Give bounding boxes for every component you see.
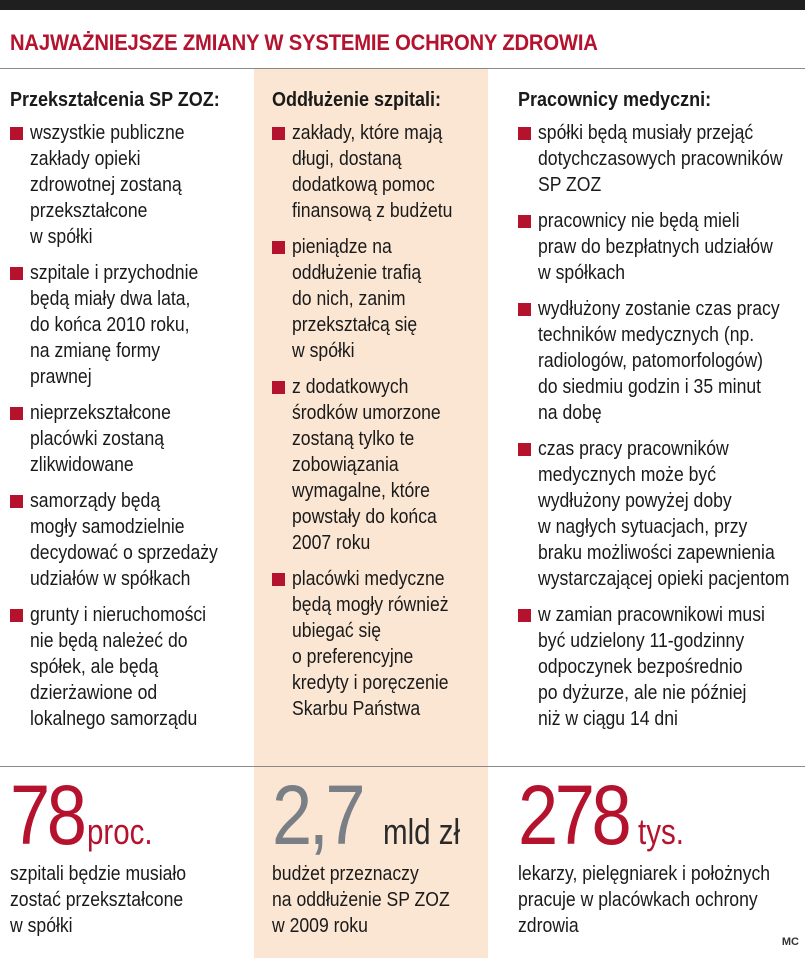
list-item	[518, 120, 805, 198]
bullet-list	[272, 120, 482, 722]
bullet-square-icon	[10, 495, 23, 508]
list-item-text: czas pracy pracowników medycznych może być wydłużony powyżej doby w nagłych sytuacjach, przy braku możliwości zapewnienia wystarczającej opieki pacjentom	[538, 438, 790, 590]
column-sp-zoz-transformation	[10, 88, 242, 742]
list-item	[10, 120, 242, 250]
top-rule	[0, 0, 805, 10]
stat-description: lekarzy, pielęgniarek i położnych pracuje w placówkach ochrony zdrowia	[518, 863, 771, 937]
bullet-square-icon	[518, 127, 531, 140]
list-item-text: pieniądze na oddłużenie trafią do nich, zanim przekształcą się w spółki	[292, 236, 422, 362]
list-item-text: zakłady, które mają długi, dostaną dodatkową pomoc finansową z budżetu	[292, 122, 453, 222]
column-hospital-debt-relief	[272, 88, 482, 732]
stat-description: budżet przeznaczy na oddłużenie SP ZOZ w 2009 roku	[272, 863, 450, 937]
list-item	[272, 234, 482, 364]
list-item	[518, 602, 805, 732]
bullet-square-icon	[272, 241, 285, 254]
stat-figure	[518, 768, 798, 862]
list-item-text: spółki będą musiały przejąć dotychczasowych pracowników SP ZOZ	[538, 122, 783, 196]
bullet-square-icon	[10, 609, 23, 622]
headline: NAJWAŻNIEJSZE ZMIANY W SYSTEMIE OCHRONY ZDROWIA	[10, 30, 598, 55]
column-heading: Przekształcenia SP ZOZ:	[10, 89, 220, 111]
list-item-text: z dodatkowych środków umorzone zostaną tylko te zobowiązania wymagalne, które powstały do końca 2007 roku	[292, 376, 441, 554]
stat-debt-relief-budget	[272, 768, 488, 939]
bullet-square-icon	[10, 267, 23, 280]
list-item-text: wszystkie publiczne zakłady opieki zdrowotnej zostaną przekształcone w spółki	[30, 122, 185, 248]
list-item	[272, 120, 482, 224]
list-item	[10, 400, 242, 478]
list-item-text: w zamian pracownikowi musi być udzielony 11-godzinny odpoczynek bezpośrednio po dyżurze, ale nie później niż w ciągu 14 dni	[538, 604, 765, 730]
stat-unit: mld zł	[382, 811, 460, 852]
stat-unit: proc.	[87, 811, 154, 852]
stat-description: szpitali będzie musiało zostać przekształcone w spółki	[10, 863, 187, 937]
bullet-square-icon	[518, 215, 531, 228]
list-item	[10, 488, 242, 592]
bullet-square-icon	[518, 443, 531, 456]
list-item	[10, 260, 242, 390]
stat-figure	[10, 768, 250, 862]
list-item-text: szpitale i przychodnie będą miały dwa lata, do końca 2010 roku, na zmianę formy prawnej	[30, 262, 199, 388]
bullet-square-icon	[518, 303, 531, 316]
list-item	[518, 436, 805, 592]
author-credit: MC	[781, 936, 799, 948]
list-item	[272, 566, 482, 722]
bullet-square-icon	[272, 381, 285, 394]
list-item-text: placówki medyczne będą mogły również ubiegać się o preferencyjne kredyty i poręczenie Skarbu Państwa	[292, 568, 449, 720]
bullet-square-icon	[10, 127, 23, 140]
list-item	[272, 374, 482, 556]
stat-number: 2,7	[272, 768, 363, 862]
stats-divider	[0, 766, 805, 767]
column-heading: Pracownicy medyczni:	[518, 89, 712, 111]
list-item-text: samorządy będą mogły samodzielnie decydować o sprzedaży udziałów w spółkach	[30, 490, 218, 590]
list-item	[518, 208, 805, 286]
stat-number: 78	[10, 768, 84, 862]
list-item	[10, 602, 242, 732]
bullet-square-icon	[10, 407, 23, 420]
list-item-text: nieprzekształcone placówki zostaną zlikwidowane	[30, 402, 171, 476]
list-item-text: grunty i nieruchomości nie będą należeć do spółek, ale będą dzierżawione od lokalnego samorządu	[30, 604, 207, 730]
bullet-list	[518, 120, 805, 732]
stat-hospitals-percent	[10, 768, 250, 939]
list-item-text: wydłużony zostanie czas pracy techników medycznych (np. radiologów, patomorfologów) do siedmiu godzin i 35 minut na dobę	[538, 298, 780, 424]
column-medical-staff	[518, 88, 805, 742]
stat-figure	[272, 768, 488, 862]
bullet-list	[10, 120, 242, 732]
list-item	[518, 296, 805, 426]
list-item-text: pracownicy nie będą mieli praw do bezpłatnych udziałów w spółkach	[538, 210, 773, 284]
stat-medical-workers	[518, 768, 798, 939]
stat-unit: tys.	[638, 811, 685, 852]
bullet-square-icon	[518, 609, 531, 622]
column-heading: Oddłużenie szpitali:	[272, 89, 442, 111]
bullet-square-icon	[272, 573, 285, 586]
bullet-square-icon	[272, 127, 285, 140]
stat-number: 278	[518, 768, 629, 862]
